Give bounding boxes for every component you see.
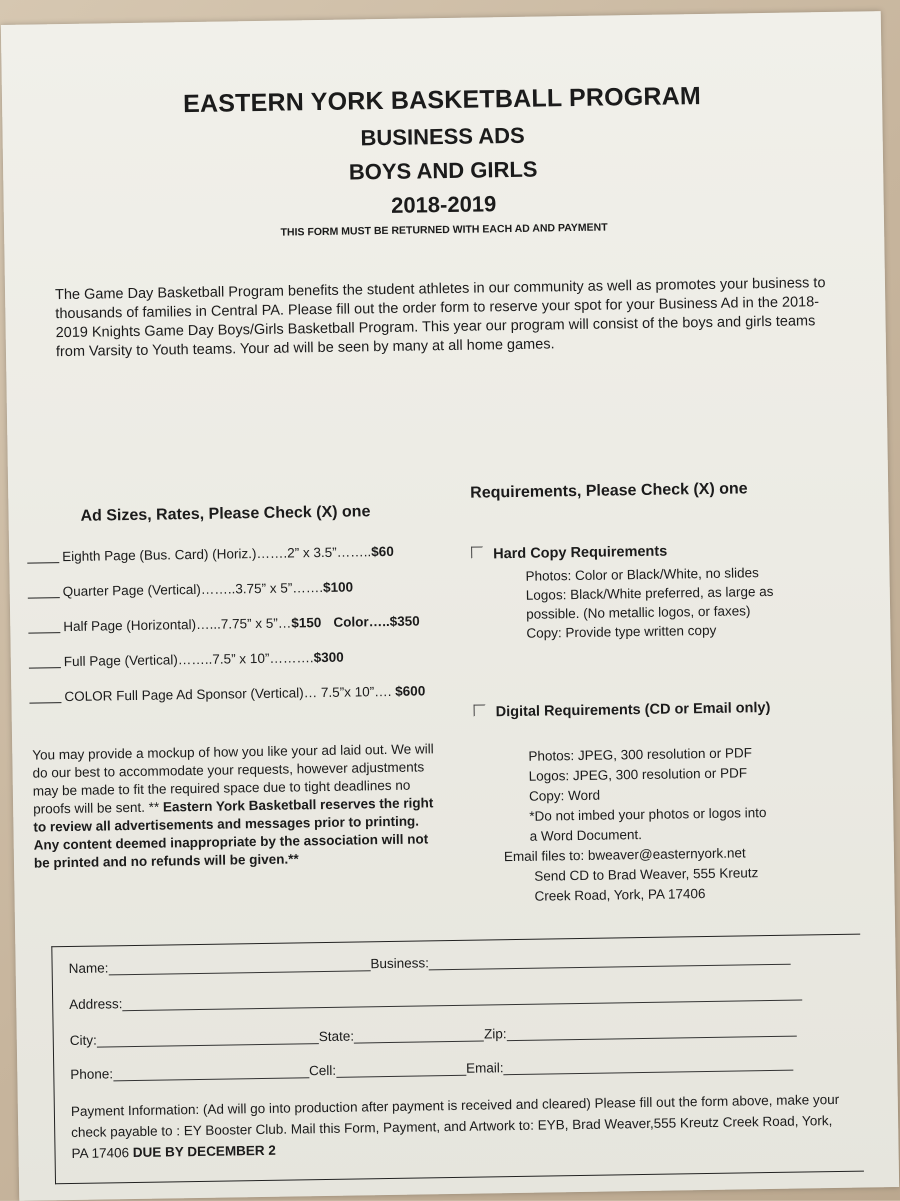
program-title: EASTERN YORK BASKETBALL PROGRAM [182, 81, 702, 119]
checkbox-icon[interactable] [471, 546, 483, 558]
audience-title: BOYS AND GIRLS [348, 156, 538, 185]
address-label: Address: [69, 996, 123, 1013]
payment-information [71, 1089, 852, 1164]
ad-size-price: $150 [291, 615, 322, 631]
ad-size-price: $100 [322, 579, 354, 595]
hard-copy-heading: Hard Copy Requirements [493, 543, 668, 563]
digital-option[interactable] [474, 697, 784, 724]
business-label: Business: [370, 955, 430, 972]
hard-copy-photos: Photos: Color or Black/White, no slides [525, 565, 759, 584]
city-label: City: [69, 1032, 97, 1049]
digital-details [528, 742, 830, 847]
review-policy: Eastern York Basketball reserves the right to review all advertisements and messages prior to printing. Any content deemed inappropriate by the association will not be printed and no refunds will be given.** [33, 795, 434, 871]
address-field[interactable] [122, 986, 802, 1012]
digital-imbed-note: *Do not imbed your photos or logos into a Word Document. [529, 805, 767, 844]
intro-paragraph: The Game Day Basketball Program benefits the student athletes in our community as well as promotes your business to thousands of families in Central PA. Please fill out the order form to reserve your spot for your Business Ad in the 2018-2019 Knights Game Day Boys/Girls Basketball Program. This year our program will consist of the boys and girls teams from Varsity to Youth teams. Your ad will be seen by many at all home games. [54, 275, 826, 361]
ad-size-price: $600 [395, 683, 426, 699]
ad-size-list [27, 540, 450, 722]
email-files-line: Email files to: bweaver@easternyork.net [503, 845, 746, 865]
ad-size-label: Half Page (Horizontal)…...7.75” x 5”… [63, 615, 292, 635]
ad-sizes-heading: Ad Sizes, Rates, Please Check (X) one [80, 503, 371, 525]
check-blank[interactable] [29, 688, 61, 704]
hard-copy-option[interactable] [471, 541, 667, 566]
state-field[interactable] [354, 1027, 484, 1044]
name-field[interactable] [108, 956, 370, 975]
ad-size-label: COLOR Full Page Ad Sponsor (Vertical)… 7.5”x 10”…. [64, 683, 396, 705]
section-title: BUSINESS ADS [360, 122, 525, 151]
zip-field[interactable] [506, 1022, 796, 1042]
form-row-city [70, 1022, 797, 1048]
name-label: Name: [68, 960, 109, 977]
contact-form [51, 934, 864, 1185]
cell-label: Cell: [308, 1062, 337, 1079]
check-blank[interactable] [28, 618, 60, 634]
digital-photos: Photos: JPEG, 300 resolution or PDF [528, 745, 753, 764]
digital-heading: Digital Requirements (CD or Email only) [495, 699, 771, 721]
email-label: Email: [465, 1060, 504, 1076]
hard-copy-copy: Copy: Provide type written copy [526, 622, 717, 641]
check-blank[interactable] [29, 653, 61, 669]
form-row-name [69, 950, 791, 976]
city-field[interactable] [97, 1029, 319, 1047]
ad-size-label: Eighth Page (Bus. Card) (Horiz.)…….2” x 3.5”…….. [62, 544, 372, 565]
form-row-address [69, 986, 802, 1013]
requirements-heading: Requirements, Please Check (X) one [470, 480, 748, 502]
ad-size-label: Full Page (Vertical)……..7.5” x 10”………. [63, 650, 314, 670]
business-field[interactable] [429, 950, 791, 971]
phone-field[interactable] [113, 1063, 309, 1081]
ad-size-item[interactable] [29, 680, 449, 722]
payment-text: Payment Information: (Ad will go into production after payment is received and cleared) Please fill out the form above, make your check payable to : EY Booster Club. Mail this Form, Payment, and Artwork to: EYB, Brad Weaver,555 Kreutz Creek Road, York, PA 17406 [70, 1091, 840, 1162]
color-price: Color…..$350 [333, 613, 420, 630]
checkbox-icon[interactable] [474, 704, 486, 716]
send-cd-line: Send CD to Brad Weaver, 555 Kreutz Creek Road, York, PA 17406 [534, 865, 759, 904]
ad-size-label: Quarter Page (Vertical)……..3.75” x 5”……. [62, 579, 324, 600]
phone-label: Phone: [70, 1066, 114, 1083]
ad-size-price: $60 [371, 543, 394, 560]
zip-label: Zip: [483, 1026, 507, 1042]
hard-copy-details [525, 563, 786, 643]
hard-copy-logos: Logos: Black/White preferred, as large as possible. (No metallic logos, or faxes) [525, 583, 774, 622]
check-blank[interactable] [28, 583, 60, 599]
season-title: 2018-2019 [390, 191, 497, 218]
state-label: State: [318, 1028, 355, 1045]
mockup-note [32, 740, 439, 872]
mockup-text: You may provide a mockup of how you like your ad laid out. We will do our best to accommodate your requests, however adjustments may be made to fit the required space due to tight deadlines no proofs will be sent. ** [32, 741, 434, 817]
order-form-sheet [1, 11, 899, 1201]
ad-size-price: $300 [313, 649, 344, 666]
digital-copy: Copy: Word [528, 787, 601, 804]
due-date: DUE BY DECEMBER 2 [132, 1142, 276, 1161]
email-field[interactable] [503, 1056, 793, 1076]
cell-field[interactable] [336, 1061, 466, 1078]
return-notice: THIS FORM MUST BE RETURNED WITH EACH AD AND PAYMENT [280, 221, 608, 239]
form-row-phone [70, 1056, 793, 1082]
check-blank[interactable] [27, 548, 59, 564]
submission-info [504, 842, 825, 907]
digital-logos: Logos: JPEG, 300 resolution or PDF [528, 765, 748, 784]
